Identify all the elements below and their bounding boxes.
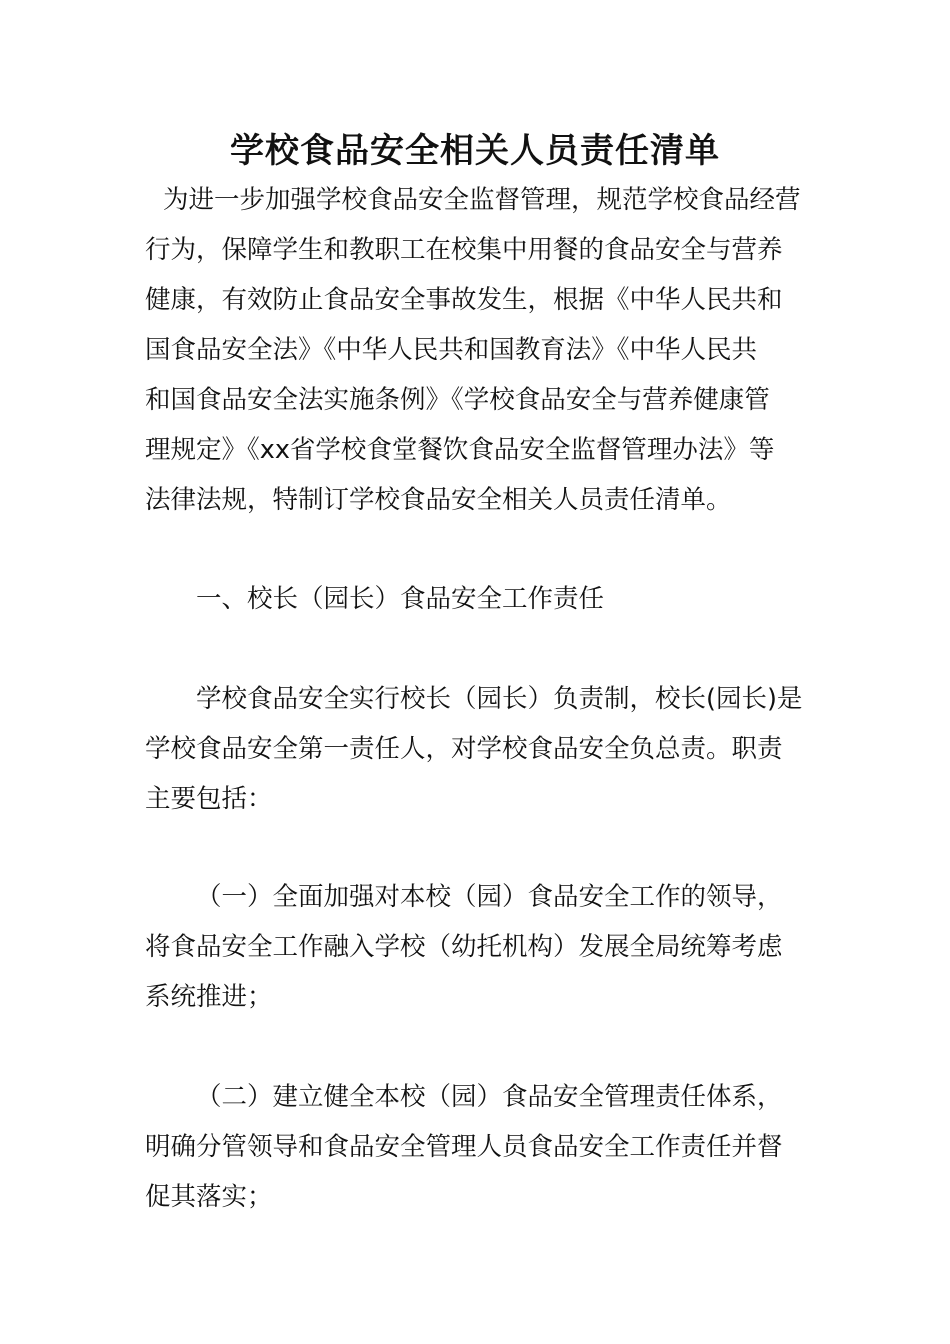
intro-line: 国食品安全法》《中华人民共和国教育法》《中华人民共 [145, 335, 758, 365]
document-title: 学校食品安全相关人员责任清单 [230, 131, 720, 171]
intro-line: 理规定》《xx省学校食堂餐饮食品安全监督管理办法》等 [145, 435, 775, 465]
intro-line: 和国食品安全法实施条例》《学校食品安全与营养健康管 [145, 385, 770, 415]
item-line: 将食品安全工作融入学校（幼托机构）发展全局统筹考虑 [145, 932, 783, 962]
intro-line: 健康，有效防止食品安全事故发生，根据《中华人民共和 [145, 285, 783, 315]
section-intro-line: 学校食品安全实行校长（园长）负责制，校长(园长)是 [196, 684, 803, 714]
intro-line: 法律法规，特制订学校食品安全相关人员责任清单。 [145, 485, 732, 515]
section-intro-line: 学校食品安全第一责任人，对学校食品安全负总责。职责 [145, 734, 783, 764]
item-line: 促其落实； [145, 1182, 273, 1212]
intro-line: 为进一步加强学校食品安全监督管理，规范学校食品经营 [163, 185, 801, 215]
item-line: 系统推进； [145, 982, 273, 1012]
intro-line: 行为，保障学生和教职工在校集中用餐的食品安全与营养 [145, 235, 783, 265]
item-line: （一）全面加强对本校（园）食品安全工作的领导， [196, 882, 783, 912]
item-line: 明确分管领导和食品安全管理人员食品安全工作责任并督 [145, 1132, 783, 1162]
section-heading: 一、校长（园长）食品安全工作责任 [196, 584, 605, 614]
section-intro-line: 主要包括： [145, 784, 273, 814]
item-line: （二）建立健全本校（园）食品安全管理责任体系， [196, 1082, 783, 1112]
